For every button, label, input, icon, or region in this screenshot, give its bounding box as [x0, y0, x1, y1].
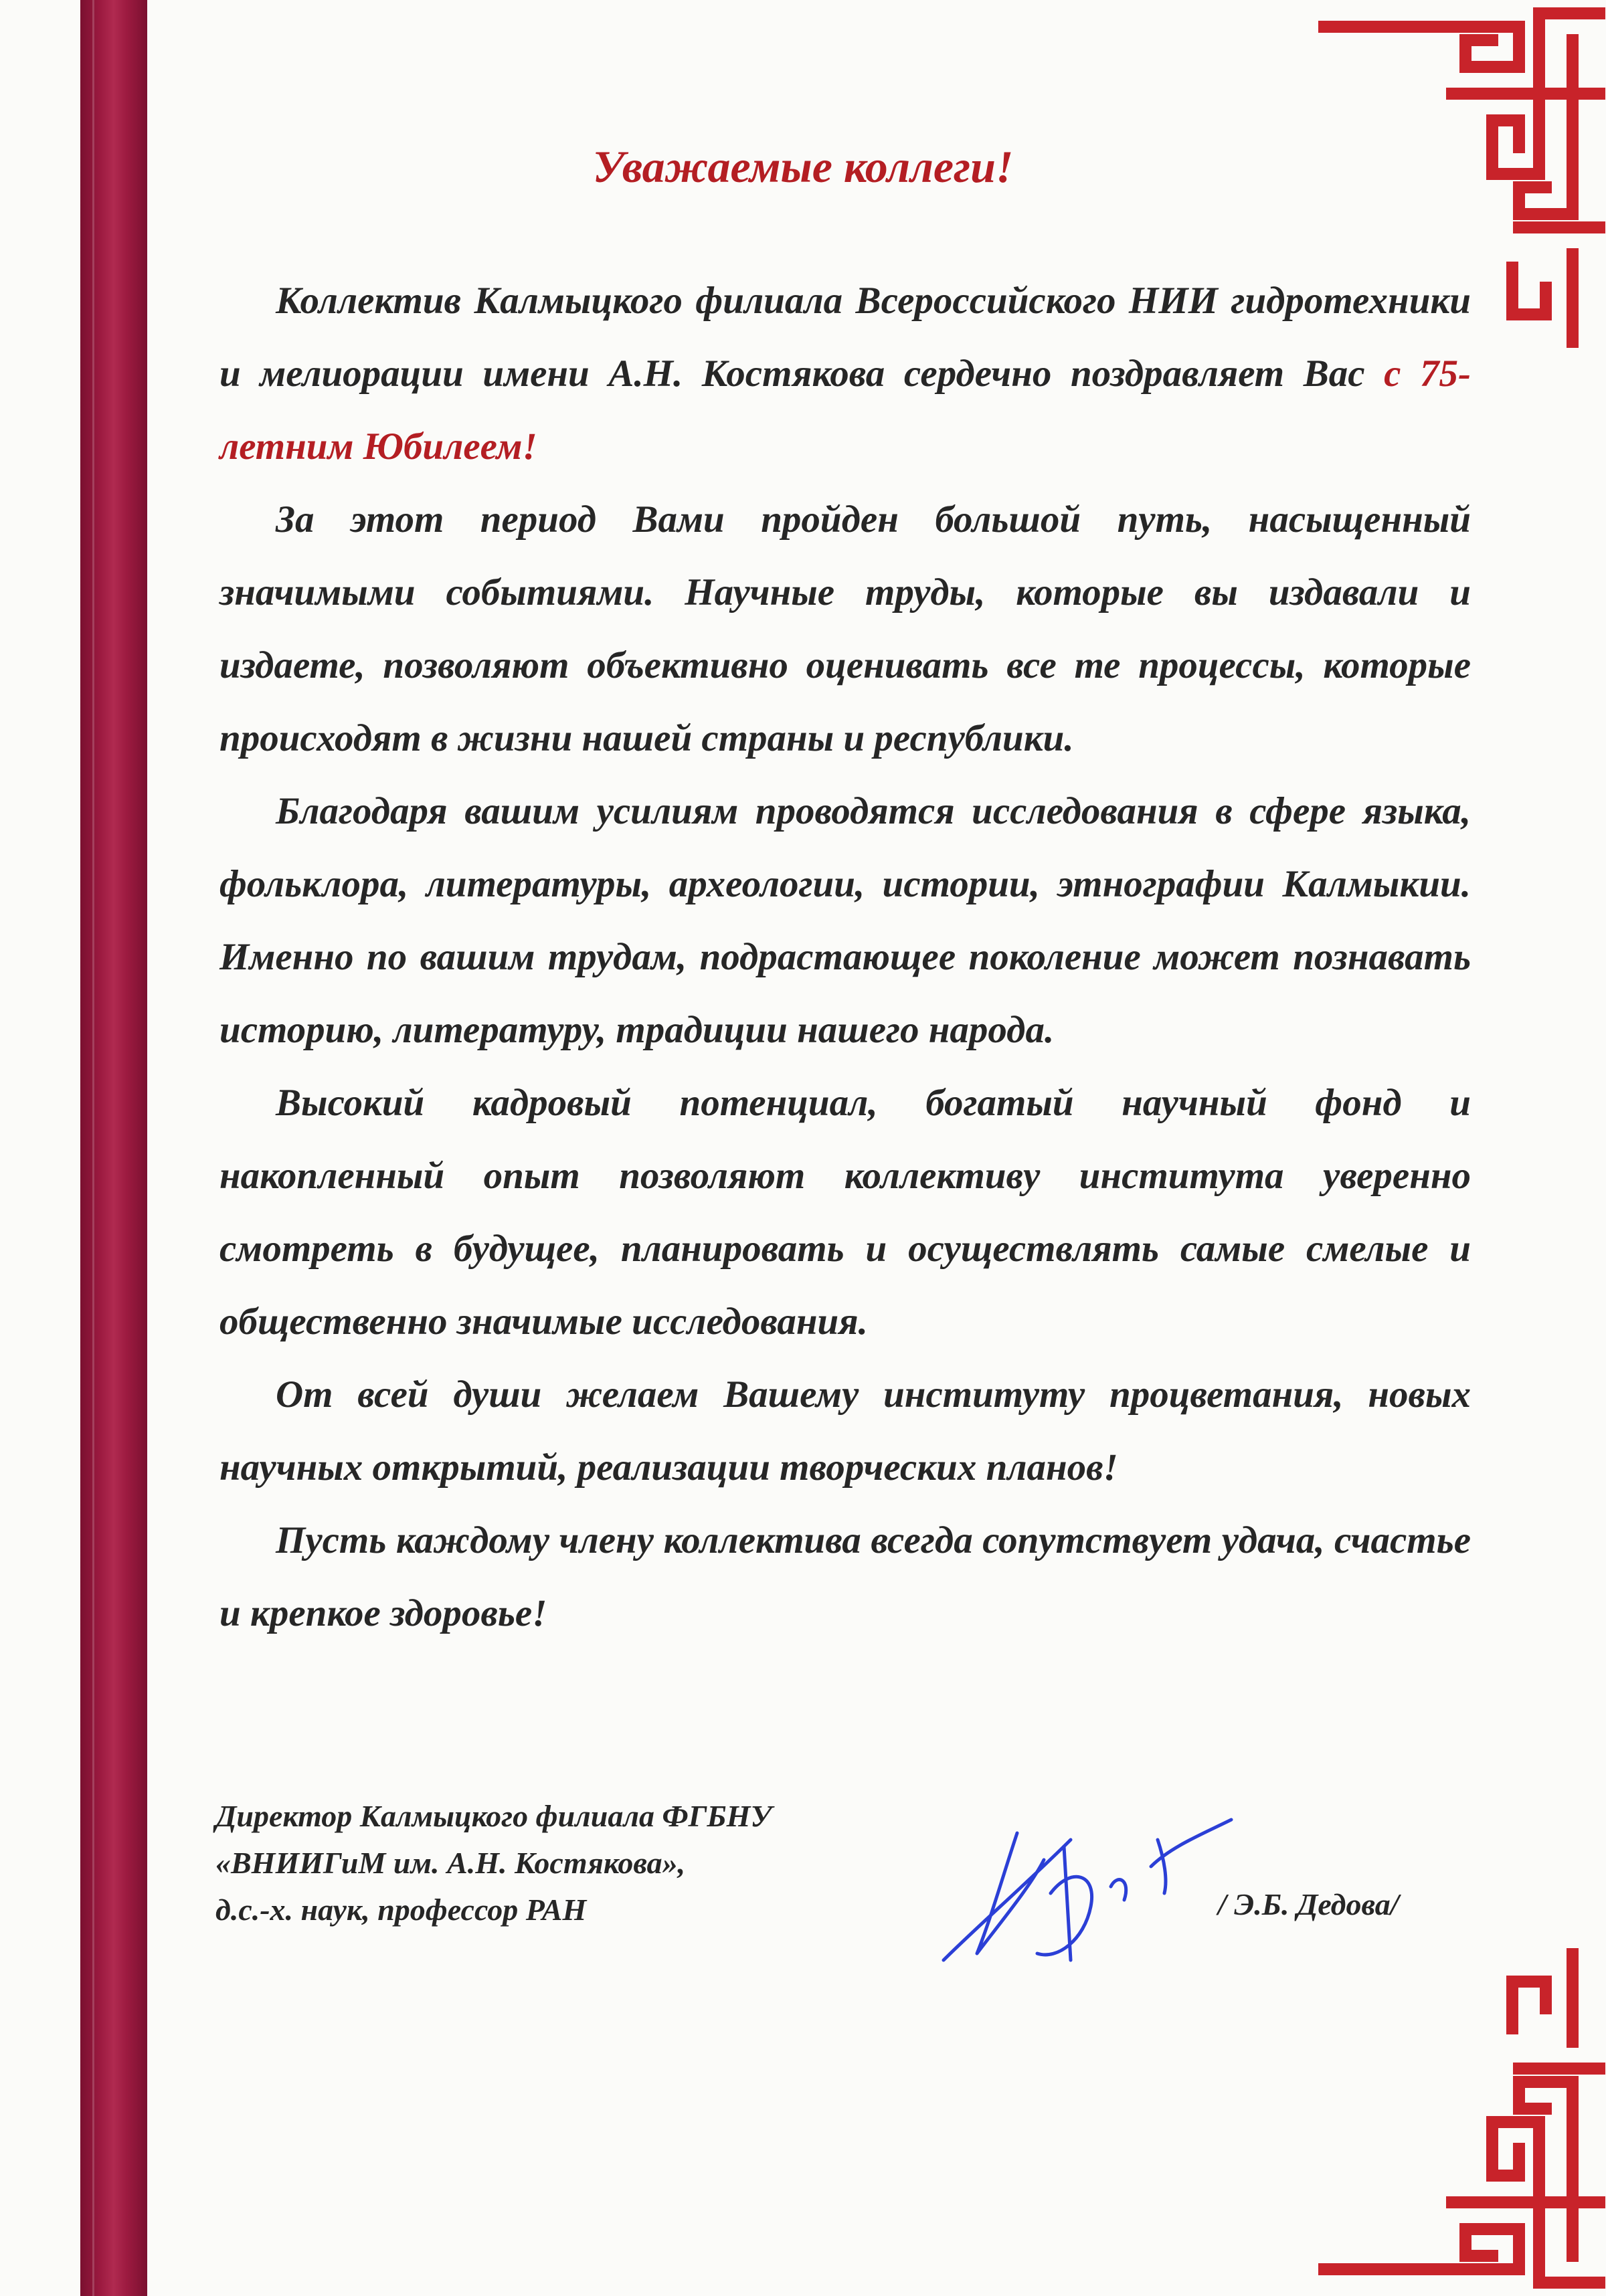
paragraph-1-text: Коллектив Калмыцкого филиала Всероссийского НИИ гидротехники и мелиорации имени А.Н. Костякова сердечно поздравляет Вас [219, 280, 1471, 395]
paragraph-1 [219, 264, 1471, 483]
paragraph-2: За этот период Вами пройден большой путь, насыщенный значимыми событиями. Научные труды, которые вы издавали и издаете, позволяют объективно оценивать все те процессы, которые происходят в жизни нашей страны и республики. [219, 498, 1471, 759]
letter-body [219, 264, 1471, 1650]
paragraph-3: Благодаря вашим усилиям проводятся исследования в сфере языка, фольклора, литературы, археологии, истории, этнографии Калмыкии. Именно по вашим трудам, подрастающее поколение может познавать историю, литературу, традиции нашего народа. [219, 790, 1471, 1051]
corner-ornament-bottom [1318, 1948, 1606, 2296]
paragraph-5: От всей души желаем Вашему институту процветания, новых научных открытий, реализации творческих планов! [219, 1373, 1471, 1489]
paragraph-6: Пусть каждому члену коллектива всегда сопутствует удача, счастье и крепкое здоровье! [219, 1519, 1471, 1634]
handwritten-signature [937, 1793, 1245, 1994]
signatory-position: Директор Калмыцкого филиала ФГБНУ [215, 1799, 772, 1833]
signatory-block [215, 1793, 772, 1933]
paragraph-4: Высокий кадровый потенциал, богатый научный фонд и накопленный опыт позволяют коллективу института уверенно смотреть в будущее, планировать и осуществлять самые смелые и общественно значимые исследования. [219, 1082, 1471, 1343]
jubilee-highlight: с 75-летним Юбилеем! [219, 353, 1471, 468]
greeting-heading: Уважаемые коллеги! [592, 141, 1014, 192]
signatory-name: / Э.Б. Дедова/ [1218, 1887, 1399, 1921]
signatory-organization: «ВНИИГиМ им. А.Н. Костякова», [215, 1846, 686, 1880]
decorative-ribbon [80, 0, 147, 2296]
signatory-degree: д.с.-х. наук, профессор РАН [215, 1893, 587, 1927]
